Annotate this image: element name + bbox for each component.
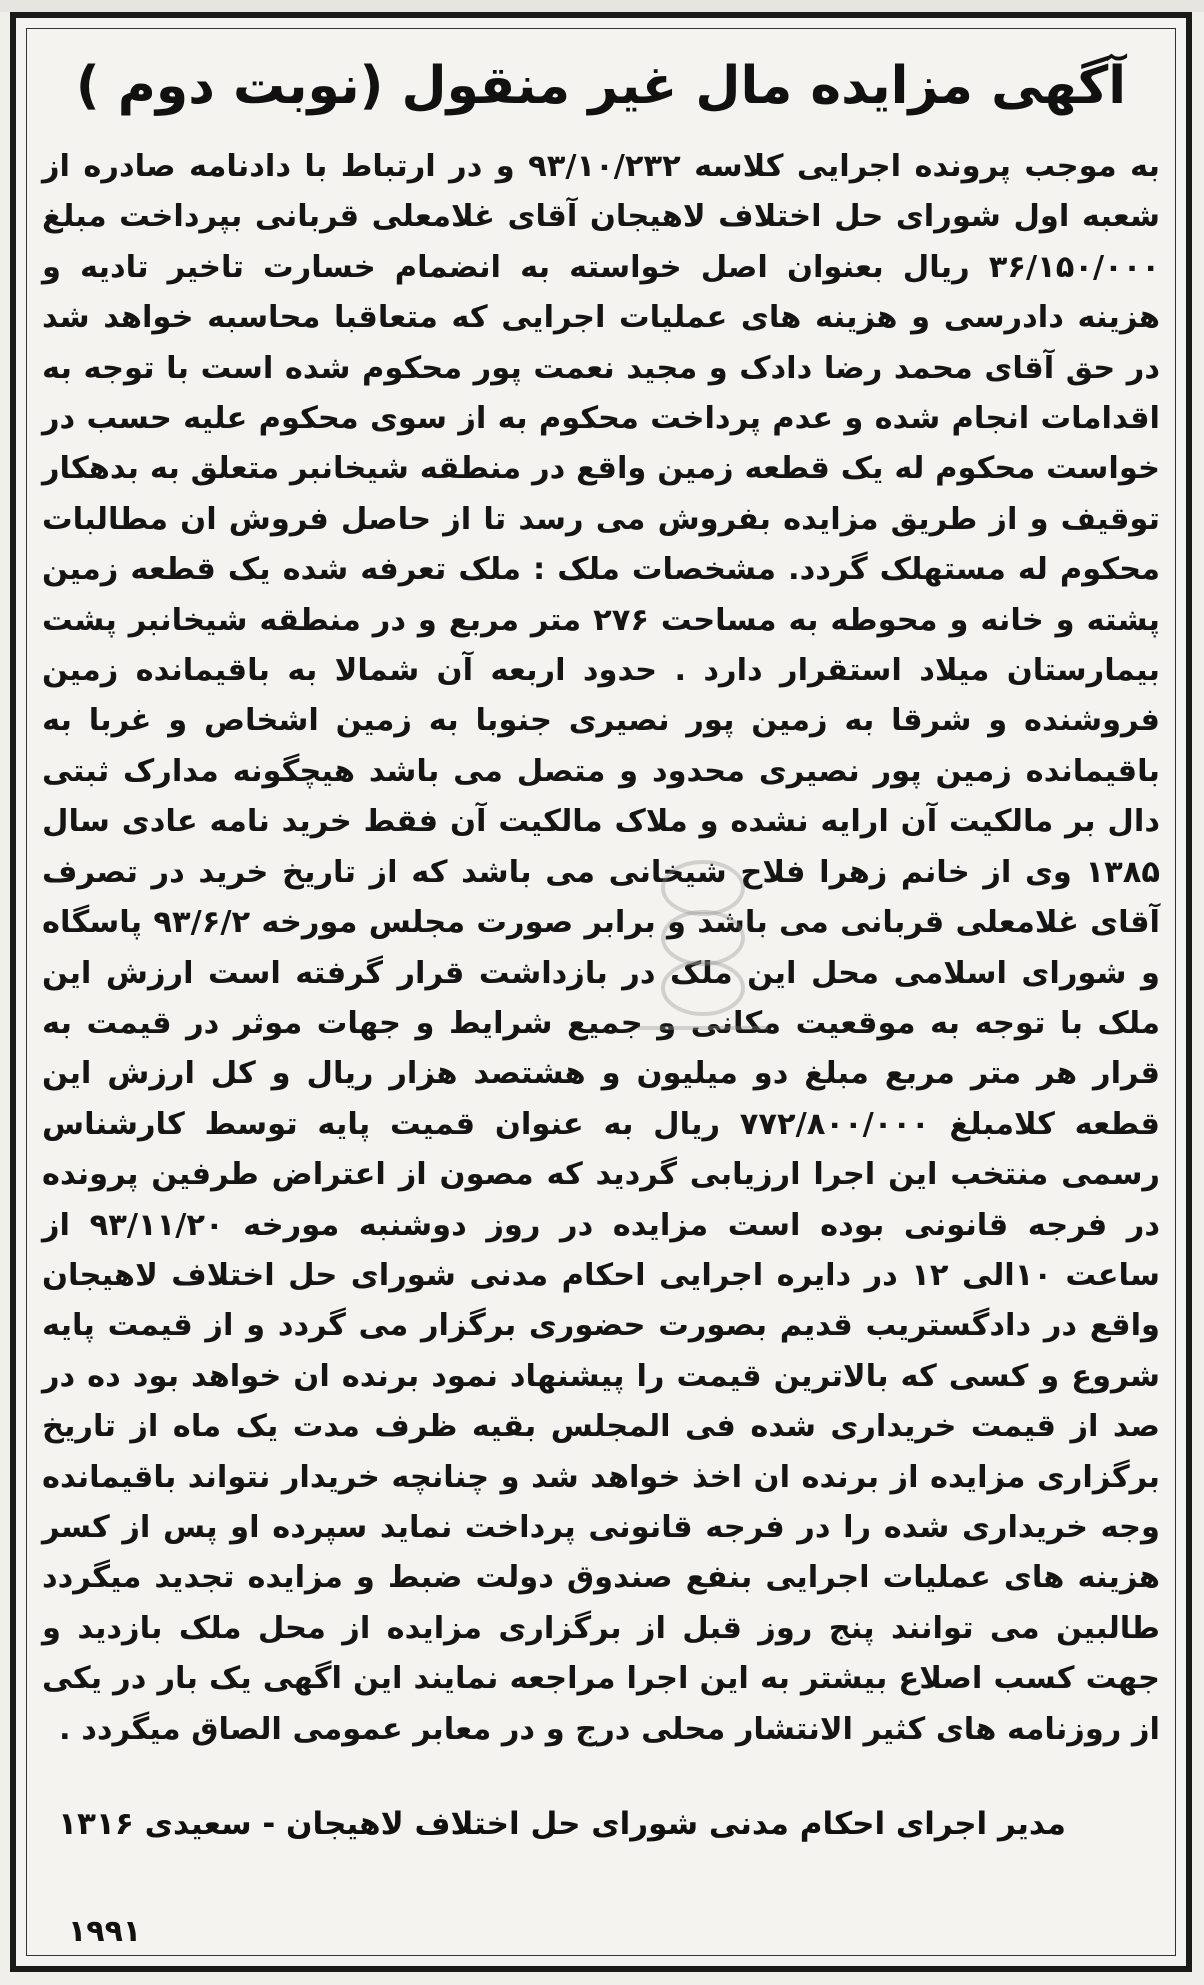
- notice-reference-number: ۱۹۹۱: [68, 1914, 142, 1949]
- notice-signature: مدیر اجرای احکام مدنی شورای حل اختلاف لاهیجان - سعیدی ۱۳۱۶: [58, 1806, 1066, 1842]
- notice-body: به موجب پرونده اجرایی کلاسه ۹۳/۱۰/۲۳۲ و در ارتباط با دادنامه صادره از شعبه اول شورای حل اختلاف لاهیجان آقای غلامعلی قربانی بپرداخت مبلغ ۳۶/۱۵۰/۰۰۰ ریال بعنوان اصل خواسته به انضمام خسارت تاخیر تادیه و هزینه دادرسی و هزینه های عملیات اجرایی که متعاقبا محاسبه خواهد شد در حق آقای محمد رضا دادک و مجید نعمت پور محکوم شده است با توجه به اقدامات انجام شده و عدم پرداخت محکوم به از سوی محکوم علیه حسب در خواست محکوم له یک قطعه زمین واقع در منطقه شیخانبر متعلق به بدهکار توقیف و از طریق مزایده بفروش می رسد تا از حاصل فروش ان مطالبات محکوم له مستهلک گردد. مشخصات ملک : ملک تعرفه شده یک قطعه زمین پشته و خانه و محوطه به مساحت ۲۷۶ متر مربع و در منطقه شیخانبر پشت بیمارستان میلاد استقرار دارد . حدود اربعه آن شمالا به باقیمانده زمین فروشنده و شرقا به زمین پور نصیری جنوبا به زمین اشخاص و غربا به باقیمانده زمین پور نصیری محدود و متصل می باشد هیچگونه مدارک ثبتی دال بر مالکیت آن ارایه نشده و ملاک مالکیت آن فقط خرید نامه عادی سال ۱۳۸۵ وی از خانم زهرا فلاح شیخانی می باشد که از تاریخ خرید در تصرف آقای غلامعلی قربانی می باشد و برابر صورت مجلس مورخه ۹۳/۶/۲ پاسگاه و شورای اسلامی محل این ملک در بازداشت قرار گرفته است ارزش این ملک با توجه به موقعیت مکانی و جمیع شرایط و جهات موثر در قیمت به قرار هر متر مربع مبلغ دو میلیون و هشتصد هزار ریال و کل ارزش این قطعه کلامبلغ ۷۷۲/۸۰۰/۰۰۰ ریال به عنوان قمیت پایه توسط کارشناس رسمی منتخب این اجرا ارزیابی گردید که مصون از اعتراض طرفین پرونده در فرجه قانونی بوده است مزایده در روز دوشنبه مورخه ۹۳/۱۱/۲۰ از ساعت ۱۰الی ۱۲ در دایره اجرایی احکام مدنی شورای حل اختلاف لاهیجان واقع در دادگستریب قدیم بصورت حضوری برگزار می گردد و از قیمت پایه شروع و کسی که بالاترین قیمت را پیشنهاد نمود برنده ان خواهد بود ده در صد از قیمت خریداری شده فی المجلس بقیه ظرف مدت یک ماه از تاریخ برگزاری مزایده از برنده ان اخذ خواهد شد و چنانچه خریدار نتواند باقیمانده وجه خریداری شده را در فرجه قانونی پرداخت نماید سپرده او پس از کسر هزینه های عملیات اجرایی بنفع صندوق دولت ضبط و مزایده تجدید میگردد طالبین می توانند پنج روز قبل از برگزاری مزایده از محل ملک بازدید و جهت کسب اصلاع بیشتر به این اجرا مراجعه نمایند این اگهی یک بار در یکی از روزنامه های کثیر الانتشار محلی درج و در معابر عمومی الصاق میگردد .: [42, 149, 1160, 1747]
- clipping-top-edge: [0, 0, 1204, 12]
- notice-title: آگهی مزایده مال غیر منقول (نوبت دوم ): [75, 56, 1127, 116]
- notice-frame: [10, 12, 1192, 1972]
